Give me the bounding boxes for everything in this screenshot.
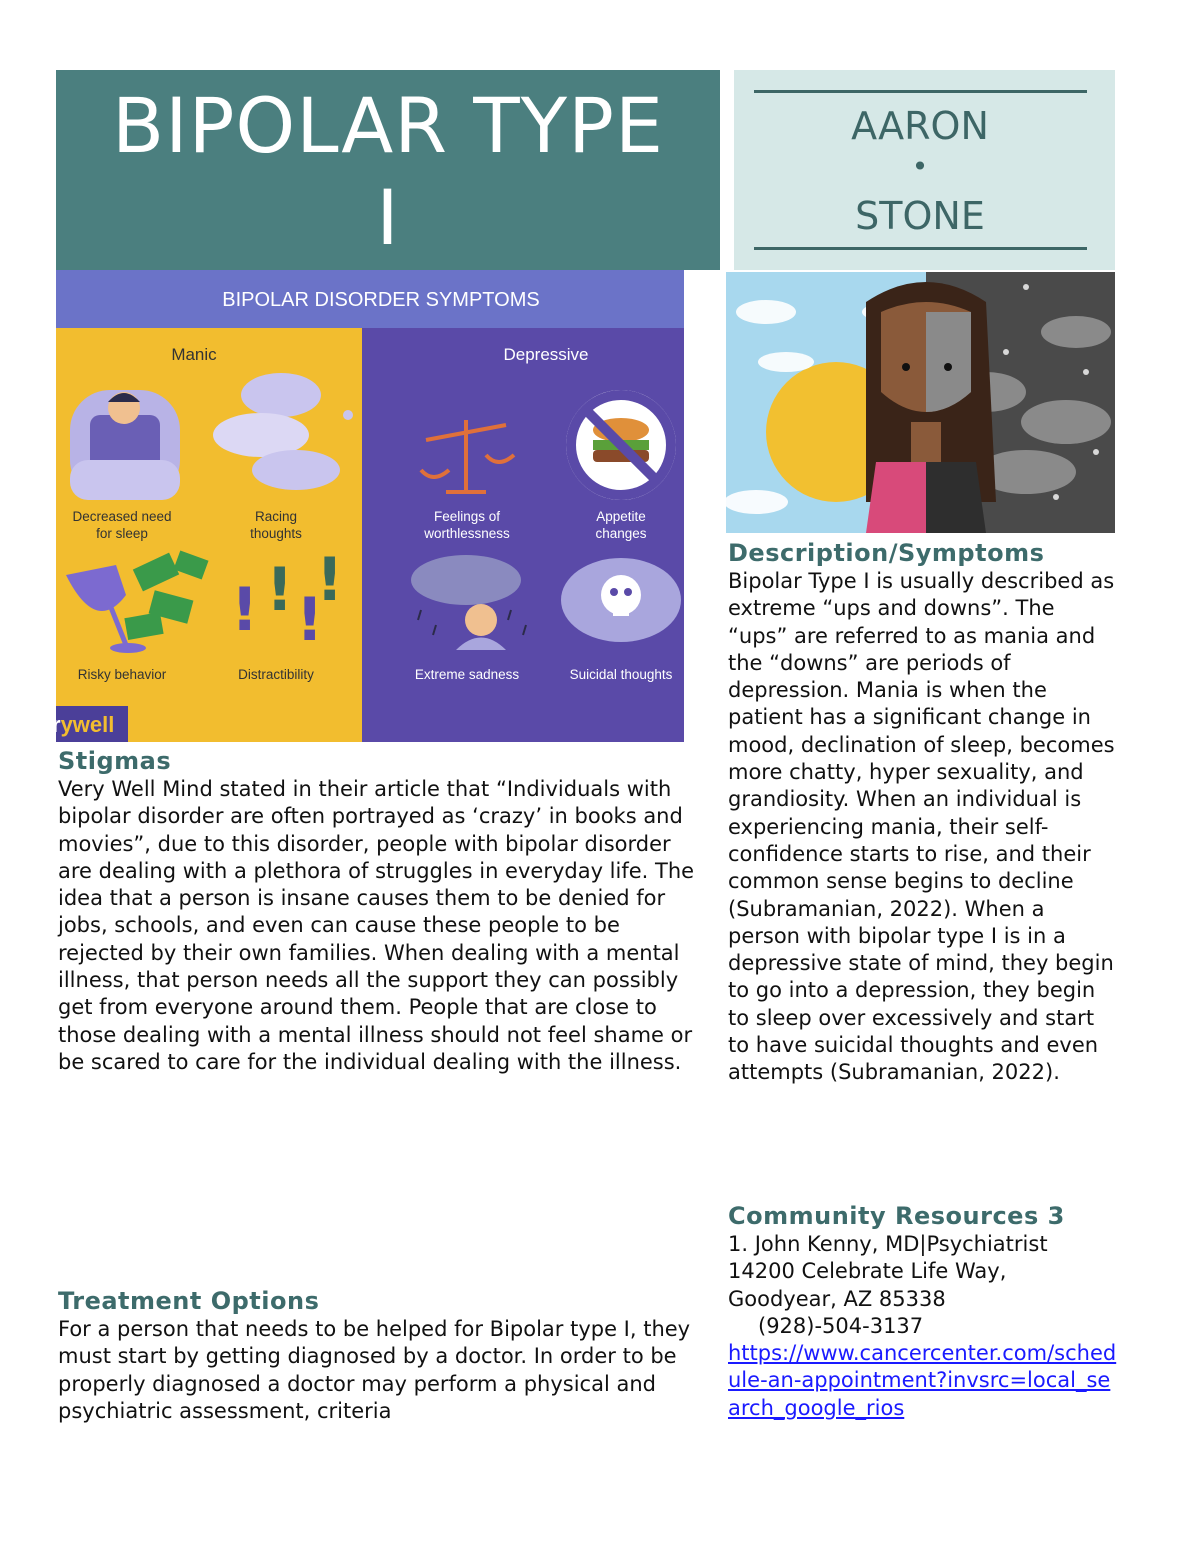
author-box: [734, 70, 1115, 270]
resource-phone: (928)-504-3137: [758, 1313, 924, 1338]
resource-city: Goodyear, AZ 85338: [728, 1286, 946, 1311]
item-label: Feelings of: [433, 509, 501, 524]
resources-section: [728, 1201, 1118, 1422]
treatment-section: [58, 1286, 698, 1425]
manic-label: Manic: [171, 345, 217, 364]
stigmas-section: [58, 746, 698, 1076]
author-top-rule: [754, 90, 1087, 93]
item-label: Distractibility: [238, 667, 314, 682]
author-first-name: AARON: [851, 104, 989, 148]
item-label: Extreme sadness: [414, 667, 520, 682]
item-label: Suicidal thoughts: [569, 667, 673, 682]
description-text: Bipolar Type I is usually described as extreme “ups and downs”. The “ups” are referred to as mania and the “downs” are periods of depression. Mania is when the patient has a significant change in mood, declination of sleep, becomes more chatty, hyper sexuality, and grandiosity. When an individual is experiencing mania, their self-confidence starts to rise, and their common sense begins to decline (Subramanian, 2022). When a person with bipolar type I is in a depressive state of mind, they begin to go into a depression, they begin to sleep over excessively and start to have suicidal thoughts and even attempts (Subramanian, 2022).: [728, 569, 1115, 1085]
item-label: Appetite: [596, 509, 646, 524]
document-title: [56, 80, 720, 264]
svg-text:!: !: [266, 555, 294, 625]
title-banner: [56, 70, 720, 270]
title-line-2: I: [376, 173, 400, 262]
treatment-heading: Treatment Options: [58, 1287, 320, 1315]
item-label: Risky behavior: [77, 667, 167, 682]
resources-heading: Community Resources 3: [728, 1202, 1065, 1230]
svg-text:!: !: [296, 585, 324, 655]
no-burger-icon: [566, 390, 676, 500]
brand-logo: rywell: [52, 712, 115, 737]
sleep-icon: [70, 390, 180, 500]
treatment-text: For a person that needs to be helped for Bipolar type I, they must start by getting diagnosed by a doctor. In order to be properly diagnosed a doctor may perform a physical and psychiatric assessment, criteria: [58, 1317, 691, 1423]
skull-icon: [561, 558, 681, 642]
svg-text:!: !: [316, 545, 344, 615]
resource-link[interactable]: https://www.cancercenter.com/schedule-an-appointment?invsrc=local_search_google_rios: [728, 1341, 1117, 1420]
symptoms-infographic: [52, 270, 684, 742]
item-label: worthlessness: [424, 526, 510, 541]
description-section: [728, 538, 1118, 1087]
depressive-label: Depressive: [503, 345, 589, 364]
title-line-1: BIPOLAR TYPE: [112, 81, 664, 170]
author-last-name: STONE: [855, 194, 985, 238]
resource-street: 14200 Celebrate Life Way,: [728, 1259, 1007, 1284]
resource-name: 1. John Kenny, MD|Psychiatrist: [728, 1232, 1048, 1256]
item-label: thoughts: [250, 526, 302, 541]
bipolar-portrait-illustration: [726, 272, 1115, 533]
item-label: for sleep: [96, 526, 148, 541]
item-label: Decreased need: [72, 509, 172, 524]
item-label: changes: [595, 526, 647, 541]
infographic-title: BIPOLAR DISORDER SYMPTOMS: [222, 289, 540, 311]
author-separator: •: [911, 150, 929, 183]
stigmas-text: Very Well Mind stated in their article that “Individuals with bipolar disorder are often portrayed as ‘crazy’ in books and movies”, due to this disorder, people with bipolar disorder are dealing with a plethora of struggles in everyday life. The idea that a person is insane causes them to be denied for jobs, schools, and even can cause these people to be rejected by their own families. When dealing with a mental illness, that person needs all the support they can possibly get from everyone around them. People that are close to those dealing with a mental illness should not feel shame or be scared to care for the individual dealing with the illness.: [58, 777, 695, 1074]
stigmas-heading: Stigmas: [58, 747, 172, 775]
description-heading: Description/Symptoms: [728, 539, 1045, 567]
author-bottom-rule: [754, 247, 1087, 250]
item-label: Racing: [254, 509, 298, 524]
svg-text:!: !: [231, 575, 259, 645]
